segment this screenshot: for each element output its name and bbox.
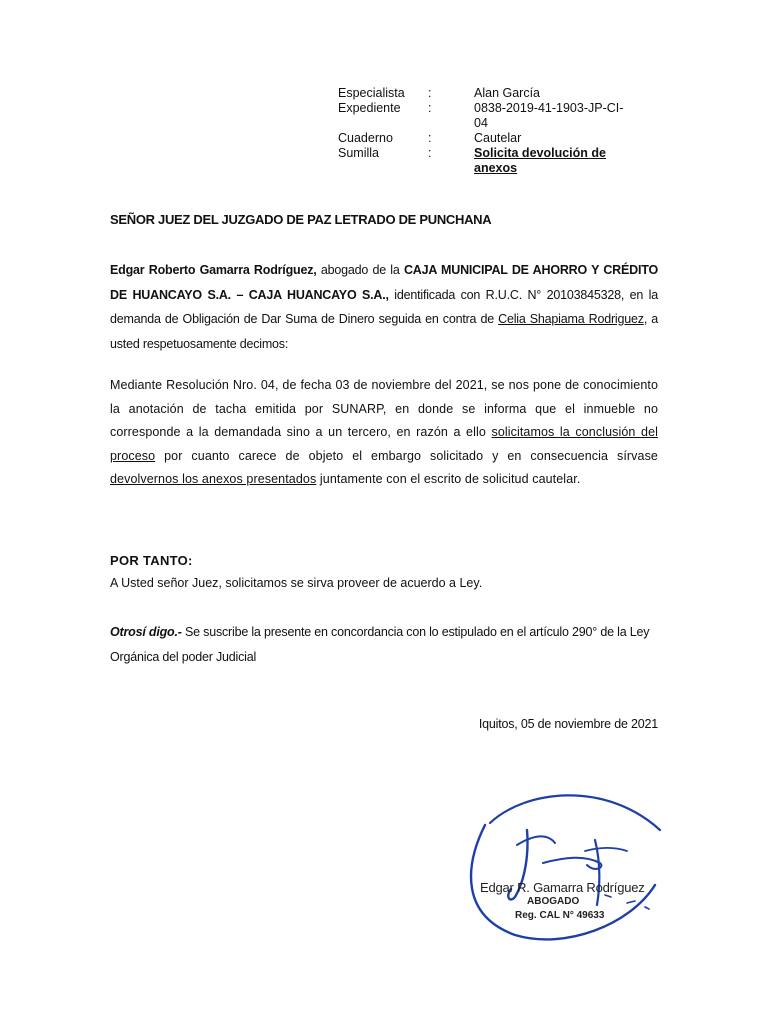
header-row-sumilla xyxy=(338,146,634,176)
underlined-request: solicitamos la conclusión del proceso xyxy=(110,425,658,463)
entity-name: CAJA MUNICIPAL DE AHORRO Y CRÉDITO DE HUANCAYO S.A. – CAJA HUANCAYO S.A., xyxy=(110,263,658,302)
body-text: Mediante Resolución Nro. 04, de fecha 03 de noviembre del 2021, se nos pone de conocimiento la anotación de tacha emitida por SUNARP, en donde se informa que el inmueble no corresponde a la demandada sino a un tercero, en razón a ello xyxy=(110,378,658,439)
header-label: Cuaderno xyxy=(338,131,393,145)
otrosi-text: Se suscribe la presente en concordancia con lo estipulado en el artículo 290° de la Ley Orgánica del poder Judicial xyxy=(110,625,650,664)
header-colon: : xyxy=(428,131,432,145)
header-colon: : xyxy=(428,101,432,115)
sumilla-value: Solicita devolución de anexos xyxy=(474,146,606,175)
body-text: juntamente con el escrito de solicitud cautelar. xyxy=(316,472,581,486)
lawyer-name: Edgar Roberto Gamarra Rodríguez, xyxy=(110,263,317,277)
header-label: Sumilla xyxy=(338,146,379,160)
addressee-heading: SEÑOR JUEZ DEL JUZGADO DE PAZ LETRADO DE PUNCHANA xyxy=(110,212,492,227)
signature-registration: Reg. CAL N° 49633 xyxy=(515,910,605,921)
place-date: Iquitos, 05 de noviembre de 2021 xyxy=(478,717,658,731)
body-text: por cuanto carece de objeto el embargo solicitado y en consecuencia sírvase xyxy=(155,448,658,463)
otrosi-paragraph xyxy=(110,620,658,670)
otrosi-label: Otrosí digo.- xyxy=(110,625,182,639)
header-colon: : xyxy=(428,86,432,100)
header-value: 0838-2019-41-1903-JP-CI-04 xyxy=(474,101,624,130)
por-tanto-heading: POR TANTO: xyxy=(110,553,193,568)
intro-paragraph xyxy=(110,258,658,356)
header-label: Expediente xyxy=(338,101,401,115)
header-value: Alan García xyxy=(474,86,541,100)
defendant-name: Celia Shapiama Rodriguez xyxy=(498,312,644,326)
header-row-expediente xyxy=(338,101,634,131)
intro-text: identificada con R.U.C. N° 20103845328, en la demanda de Obligación de Dar Suma de Dinero seguida en contra de xyxy=(110,287,658,326)
case-header xyxy=(338,86,634,176)
header-colon: : xyxy=(428,146,432,160)
header-value: Cautelar xyxy=(474,131,522,145)
body-paragraph xyxy=(110,374,658,492)
handwritten-signature xyxy=(455,785,665,945)
header-row-cuaderno xyxy=(338,131,634,146)
header-row-especialista xyxy=(338,86,634,101)
signature-name: Edgar R. Gamarra Rodríguez xyxy=(480,880,645,895)
intro-text: abogado de la xyxy=(316,263,404,277)
por-tanto-text: A Usted señor Juez, solicitamos se sirva proveer de acuerdo a Ley. xyxy=(110,576,483,590)
signature-title: ABOGADO xyxy=(527,896,580,907)
underlined-request: devolvernos los anexos presentados xyxy=(110,472,317,486)
intro-text: , a usted respetuosamente decimos: xyxy=(110,312,658,351)
header-label: Especialista xyxy=(338,86,405,100)
